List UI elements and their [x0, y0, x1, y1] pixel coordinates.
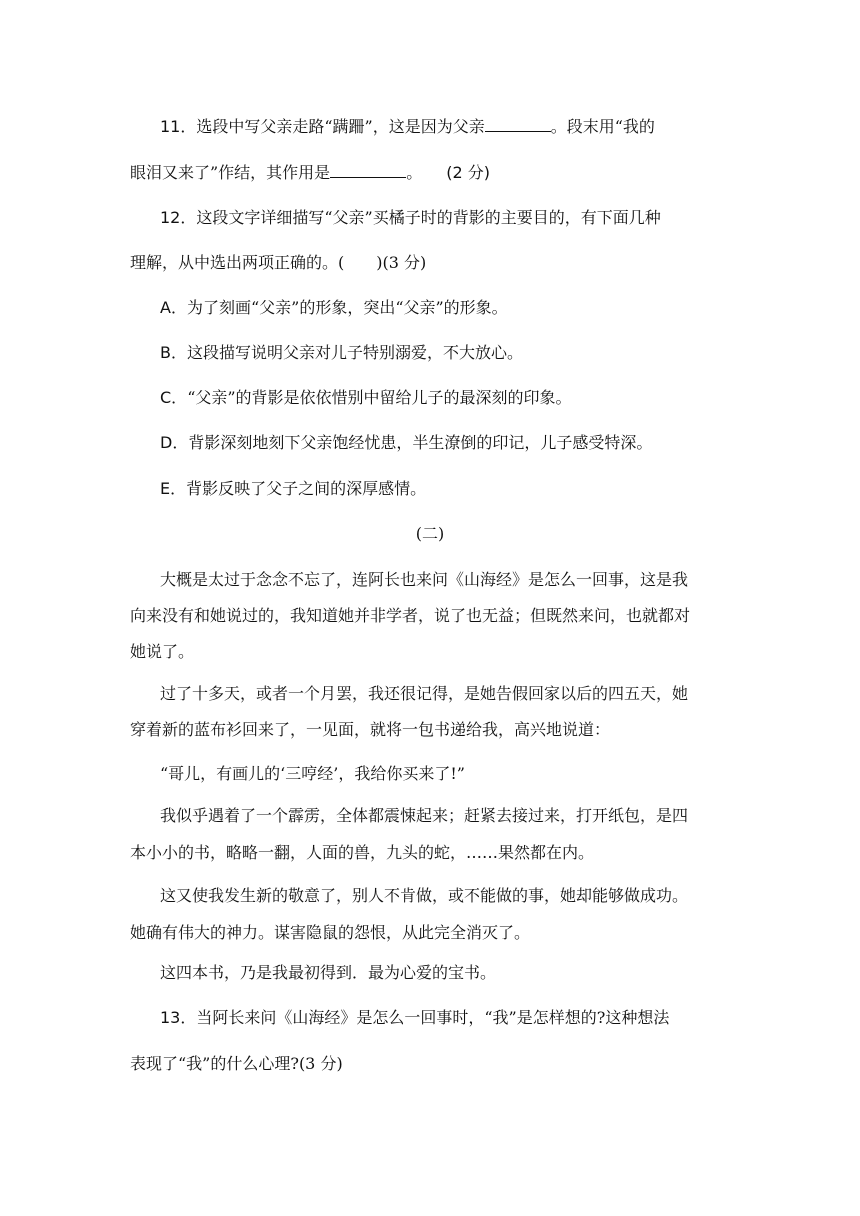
passage-p2-line-2: 穿着新的蓝布衫回来了，一见面，就将一包书递给我，高兴地说道： [130, 720, 611, 739]
option-letter: C． [160, 388, 188, 407]
passage-p5-line-2: 她确有伟大的神力。谋害隐鼠的怨恨，从此完全消灭了。 [130, 923, 531, 942]
passage-p3: “哥儿，有画儿的‘三哼经’，我给你买来了!” [160, 764, 465, 783]
passage-p5-line-1: 这又使我发生新的敬意了，别人不肯做，或不能做的事，她却能够做成功。 [160, 886, 689, 905]
q11-text-c: 眼泪又来了”作结，其作用是 [130, 163, 331, 182]
passage-p1-line-3: 她说了。 [130, 642, 195, 661]
q11-text-a: 选段中写父亲走路“蹒跚”，这是因为父亲 [196, 117, 485, 136]
passage-p1-line-2: 向来没有和她说过的，我知道她并非学者，说了也无益；但既然来问，也就都对 [130, 606, 691, 625]
q11-text-b: 。段末用“我的 [550, 117, 655, 136]
q11-text-d: 。 [406, 163, 423, 182]
q11-score: (2 分) [446, 163, 490, 182]
q11-number: 11． [160, 117, 197, 136]
section-heading: (二) [415, 524, 445, 543]
option-letter: D． [160, 433, 189, 452]
q12-text-2: 理解，从中选出两项正确的。( )(3 分) [130, 253, 427, 272]
passage-p1-line-1: 大概是太过于念念不忘了，连阿长也来问《山海经》是怎么一回事，这是我 [160, 570, 689, 589]
q11-line-1 [160, 117, 655, 137]
option-text: 为了刻画“父亲”的形象，突出“父亲”的形象。 [186, 298, 508, 317]
option-letter: B． [160, 343, 187, 362]
q12-line-1 [160, 208, 661, 228]
q12-number: 12． [160, 208, 197, 227]
q11-blank-1[interactable] [485, 117, 551, 132]
q12-option-d[interactable] [160, 433, 652, 453]
q13-number: 13． [160, 1008, 197, 1027]
passage-p4-line-2: 本小小的书，略略一翻，人面的兽，九头的蛇，……果然都在内。 [130, 843, 595, 862]
q13-line-1 [160, 1008, 669, 1028]
q12-option-e[interactable] [160, 479, 426, 499]
q13-text-1: 当阿长来问《山海经》是怎么一回事时，“我”是怎样想的?这种想法 [196, 1008, 670, 1027]
passage-p6: 这四本书，乃是我最初得到．最为心爱的宝书。 [160, 963, 497, 982]
option-text: 背影反映了父子之间的深厚感情。 [186, 479, 427, 498]
q11-line-2 [130, 163, 490, 183]
q12-line-2 [130, 253, 426, 273]
q12-option-a[interactable] [160, 298, 508, 318]
q13-line-2: 表现了“我”的什么心理?(3 分) [130, 1054, 343, 1073]
option-text: 背影深刻地刻下父亲饱经忧患，半生潦倒的印记，儿子感受特深。 [188, 433, 653, 452]
option-text: “父亲”的背影是依依惜别中留给儿子的最深刻的印象。 [187, 388, 572, 407]
q12-option-c[interactable] [160, 388, 572, 408]
passage-p2-line-1: 过了十多天，或者一个月罢，我还很记得，是她告假回家以后的四五天，她 [160, 684, 689, 703]
q11-blank-2[interactable] [330, 163, 406, 178]
option-letter: A． [160, 298, 187, 317]
option-text: 这段描写说明父亲对儿子特别溺爱，不大放心。 [186, 343, 523, 362]
option-letter: E． [160, 479, 187, 498]
passage-p4-line-1: 我似乎遇着了一个霹雳，全体都震悚起来；赶紧去接过来，打开纸包，是四 [160, 806, 689, 825]
q12-option-b[interactable] [160, 343, 523, 363]
q12-text-1: 这段文字详细描写“父亲”买橘子时的背影的主要目的，有下面几种 [196, 208, 661, 227]
